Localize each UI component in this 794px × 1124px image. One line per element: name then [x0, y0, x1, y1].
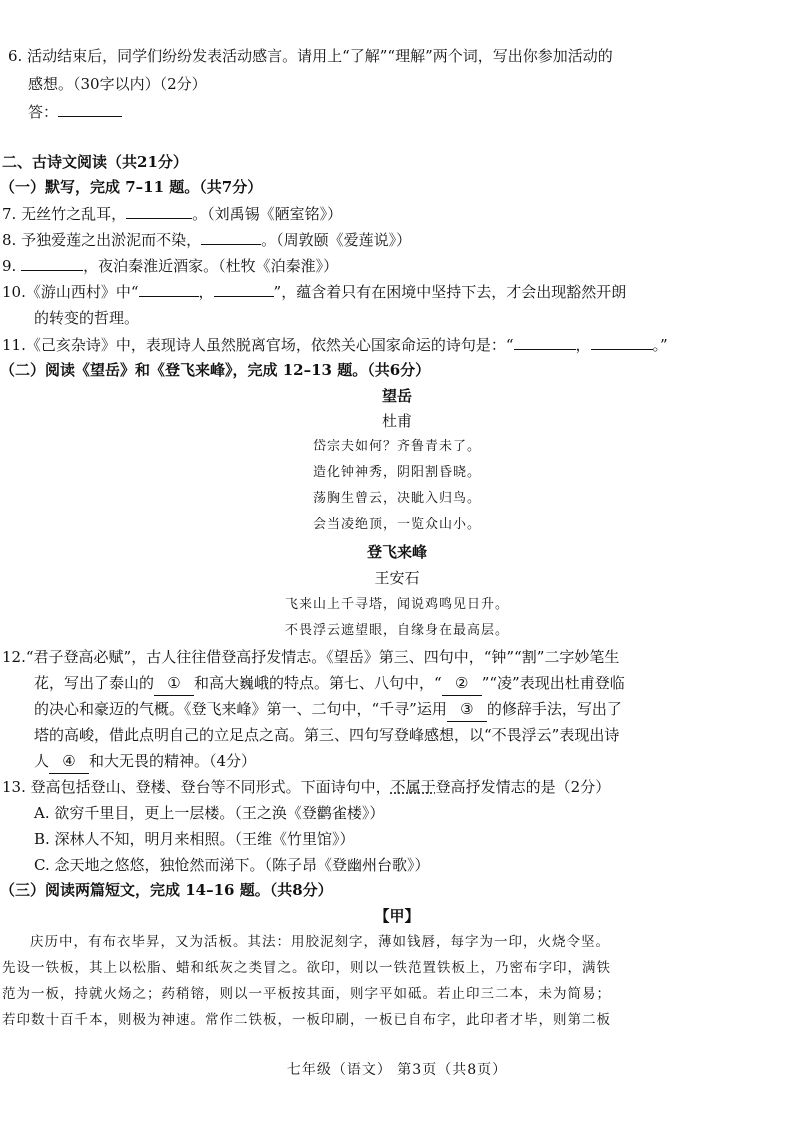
q12-line4: 塔的高峻，借此点明自己的立足点之高。第三、四句写登峰感想，以“不畏浮云”表现出诗 — [34, 726, 620, 744]
q6-line1: 6. 活动结束后，同学们纷纷发表活动感言。请用上“了解”“理解”两个词，写出你参加活动的 — [8, 47, 613, 65]
q10-blank-1[interactable] — [139, 280, 199, 297]
page-footer: 七年级（语文） 第3页（共8页） — [286, 1062, 508, 1078]
q8-text-b: 。（周敦颐《爱莲说》） — [261, 231, 412, 249]
q12-blank-1[interactable]: ① — [154, 671, 194, 696]
part2-heading: （二）阅读《望岳》和《登飞来峰》，完成 12–13 题。（共6分） — [0, 361, 431, 379]
q13-stem-a: 13. 登高包括登山、登楼、登台等不同形式。下面诗句中， — [2, 778, 391, 796]
q11-end: 。” — [652, 336, 668, 354]
poem1-line-2: 造化钟神秀，阴阳割昏晓。 — [312, 465, 481, 480]
q8-blank[interactable] — [201, 228, 261, 245]
poem1-line-3: 荡胸生曾云，决眦入归鸟。 — [312, 491, 481, 506]
q13-option-a[interactable]: A. 欲穷千里目，更上一层楼。（王之涣《登鹳雀楼》） — [34, 804, 385, 822]
poem2-title: 登飞来峰 — [366, 543, 427, 561]
q12-blank-2[interactable]: ② — [442, 671, 482, 696]
q10-text-b: ”，蕴含着只有在困境中坚持下去，才会出现豁然开朗 — [273, 283, 627, 301]
q12-text-b: 和高大巍峨的特点。第七、八句中，“ — [194, 674, 442, 692]
q6-line2: 感想。（30字以内）（2分） — [28, 75, 207, 93]
q8 — [2, 228, 411, 252]
q10-text-a: 10.《游山西村》中“ — [2, 283, 139, 301]
q12-line3 — [34, 697, 622, 722]
q12-text-e: 的修辞手法，写出了 — [486, 700, 622, 718]
q6-answer — [28, 100, 122, 124]
q10-line2: 的转变的哲理。 — [34, 309, 140, 327]
q12-text-a: 花，写出了泰山的 — [34, 674, 155, 692]
poem2-line-2: 不畏浮云遮望眼，自缘身在最高层。 — [284, 623, 509, 638]
q11-text-a: 11.《己亥杂诗》中，表现诗人虽然脱离官场，依然关心国家命运的诗句是：“ — [2, 336, 514, 354]
poem1-line-4: 会当凌绝顶，一览众山小。 — [312, 517, 481, 532]
q13-stem-b: 登高抒发情志的是（2分） — [435, 778, 611, 796]
poem1-line-1: 岱宗夫如何？齐鲁青未了。 — [312, 439, 481, 454]
q8-text-a: 8. 予独爱莲之出淤泥而不染， — [2, 231, 202, 249]
answer-blank[interactable] — [58, 100, 122, 117]
q12-line1: 12.“君子登高必赋”，古人往往借登高抒发情志。《望岳》第三、四句中，“钟”“割”二字妙笔生 — [2, 648, 620, 666]
poem1-title: 望岳 — [381, 387, 412, 405]
q12-text-g: 和大无畏的精神。（4分） — [89, 752, 257, 770]
passage-jia-label: 【甲】 — [374, 907, 420, 925]
q11 — [2, 333, 668, 357]
poem2-author: 王安石 — [374, 569, 420, 587]
q12-blank-3[interactable]: ③ — [447, 697, 487, 722]
q12-line5 — [34, 749, 256, 774]
passage-line-3: 范为一板，持就火炀之；药稍镕，则以一平板按其面，则字平如砥。若止印三二本，未为简易； — [2, 986, 611, 1002]
q9 — [2, 254, 338, 278]
q10-sep: ， — [198, 283, 214, 301]
passage-line-4: 若印数十百千本，则极为神速。常作二铁板，一板印刷，一板已自布字，此印者才毕，则第二板 — [2, 1012, 611, 1028]
q10-blank-2[interactable] — [214, 280, 274, 297]
q13-stem-emphasis: 不属于 — [390, 778, 436, 796]
q12-line2 — [34, 671, 625, 696]
q13-option-c[interactable]: C. 念天地之悠悠，独怆然而涕下。（陈子昂《登幽州台歌》） — [34, 856, 430, 874]
section2-heading: 二、古诗文阅读（共21分） — [2, 153, 188, 171]
q10 — [2, 280, 626, 304]
q13-stem — [2, 775, 610, 799]
q7-text-a: 7. 无丝竹之乱耳， — [2, 205, 127, 223]
q13-option-b[interactable]: B. 深林人不知，明月来相照。（王维《竹里馆》） — [34, 830, 355, 848]
poem1-author: 杜甫 — [381, 412, 412, 430]
q12-text-c: ”“凌”表现出杜甫登临 — [481, 674, 625, 692]
q7-text-b: 。（刘禹锡《陋室铭》） — [192, 205, 343, 223]
part3-heading: （三）阅读两篇短文，完成 14–16 题。（共8分） — [0, 881, 333, 899]
q12-blank-4[interactable]: ④ — [49, 749, 89, 774]
q9-text-b: ，夜泊秦淮近酒家。（杜牧《泊秦淮》） — [83, 257, 339, 275]
poem2-line-1: 飞来山上千寻塔，闻说鸡鸣见日升。 — [284, 597, 509, 612]
q7-blank[interactable] — [126, 202, 192, 219]
q9-blank[interactable] — [21, 254, 83, 271]
q9-text-a: 9. — [2, 257, 17, 275]
q12-text-f: 人 — [34, 752, 50, 770]
answer-label: 答： — [28, 103, 59, 121]
part1-heading: （一）默写，完成 7–11 题。（共7分） — [0, 178, 263, 196]
q7 — [2, 202, 342, 226]
q11-sep: ， — [575, 336, 591, 354]
q12-text-d: 的决心和豪迈的气概。《登飞来峰》第一、二句中，“千寻”运用 — [34, 700, 447, 718]
q11-blank-2[interactable] — [591, 333, 653, 350]
passage-line-2: 先设一铁板，其上以松脂、蜡和纸灰之类冒之。欲印，则以一铁范置铁板上，乃密布字印，满铁 — [2, 960, 611, 976]
q11-blank-1[interactable] — [514, 333, 576, 350]
passage-line-1: 庆历中，有布衣毕昇，又为活板。其法：用胶泥刻字，薄如钱唇，每字为一印，火烧令坚。 — [30, 934, 610, 950]
